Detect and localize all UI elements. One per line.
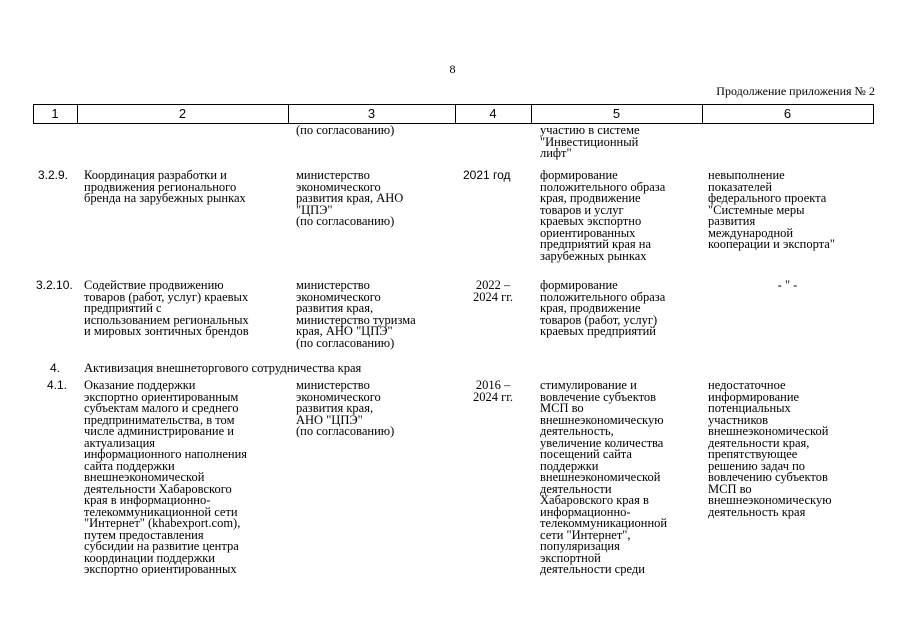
non-implementation-consequences: невыполнение показателей федерального проекта "Системные меры развития международной кооперации и экспорта" [708, 168, 835, 251]
deadline: 2021 год [463, 168, 511, 182]
executor: министерство экономического развития края, министерство туризма края, АНО "ЦПЭ" (по согласованию) [296, 278, 416, 350]
column-header-5: 5 [612, 106, 621, 121]
executor: министерство экономического развития края, АНО "ЦПЭ" (по согласованию) [296, 378, 395, 438]
row-number: 3.2.10. [36, 278, 73, 292]
expected-result: формирование положительного образа края, продвижение товаров и услуг краевых экспортно ориентированных предприятий края на зарубежных рынках [540, 168, 666, 263]
annex-caption: Продолжение приложения № 2 [716, 84, 875, 98]
expected-result: формирование положительного образа края, продвижение товаров (работ, услуг) краевых предприятий [540, 278, 666, 338]
continuation-executor: (по согласованию) [296, 123, 395, 137]
measure-name: Оказание поддержки экспортно ориентированным субъектам малого и среднего предпринимательства, в том числе администрирование и актуализация информационного наполнения сайта поддержки внешнеэкономической деятельности Хабаровского края в информационно- телекоммуникационной сети "Интернет" (khabexport.com), путем предоставления субсидии на развитие центра координации поддержки экспортно ориентированных [84, 378, 248, 576]
continuation-result: участию в системе "Инвестиционный лифт" [540, 123, 640, 160]
expected-result: стимулирование и вовлечение субъектов МСП во внешнеэкономическую деятельность, увеличение количества посещений сайта поддержки внешнеэкономической деятельности Хабаровского края в информационно- телекоммуникационной сети "Интернет", популяризация экспортной деятельности среди [540, 378, 668, 576]
column-header-1: 1 [51, 106, 59, 121]
measure-name: Координация разработки и продвижения регионального бренда на зарубежных рынках [84, 168, 246, 205]
header-bottom-border [33, 123, 873, 124]
row-number: 3.2.9. [38, 168, 69, 182]
column-header-2: 2 [178, 106, 187, 121]
column-border [873, 104, 874, 124]
non-implementation-consequences: недостаточное информирование потенциальных участников внешнеэкономической деятельности края, препятствующее решению задач по вовлечению субъектов МСП во внешнеэкономическую деятельность края [708, 378, 832, 519]
measure-name: Содействие продвижению товаров (работ, услуг) краевых предприятий с использованием региональных и мировых зонтичных брендов [84, 278, 249, 338]
executor: министерство экономического развития края, АНО "ЦПЭ" (по согласованию) [296, 168, 404, 228]
row-number: 4.1. [47, 378, 68, 392]
column-header-3: 3 [367, 106, 376, 121]
page-number: 8 [449, 62, 456, 76]
deadline: 2016 – 2024 гг. [472, 378, 514, 404]
column-header-6: 6 [783, 106, 792, 121]
deadline: 2022 – 2024 гг. [472, 278, 514, 304]
section-title: Активизация внешнеторгового сотрудничества края [84, 361, 362, 375]
section-number: 4. [50, 361, 61, 375]
column-header-4: 4 [489, 106, 497, 121]
non-implementation-consequences: - " - [777, 278, 798, 292]
